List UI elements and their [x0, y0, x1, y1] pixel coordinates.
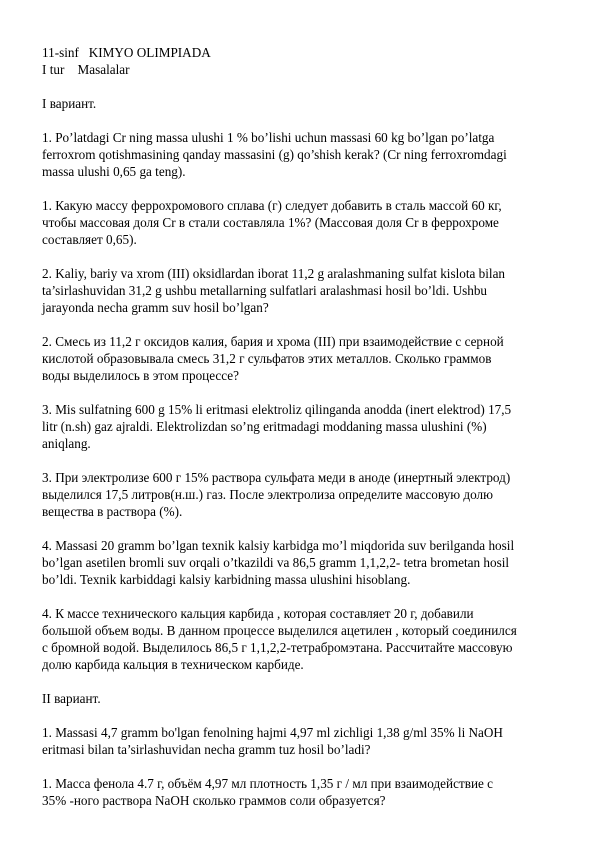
- variant-2-title: II вариант.: [42, 691, 101, 706]
- problem-text-line: 35% -ного раствора NaOH сколько граммов соли образуется?: [42, 793, 386, 808]
- header-subtitle: I tur Masalalar: [42, 62, 130, 77]
- problem-text-line: 4. Massasi 20 gramm bo’lgan texnik kalsiy karbidga mo’l miqdorida suv berilganda hosil: [42, 538, 515, 553]
- problem-block: [42, 775, 566, 809]
- problem-block: [42, 197, 566, 248]
- variant-1-title: I вариант.: [42, 96, 97, 111]
- problem-block: [42, 469, 566, 520]
- problem-text-line: ferroxrom qotishmasining qanday massasini (g) qo’shish kerak? (Cr ning ferroxromdagi: [42, 147, 507, 162]
- problem-text-line: 3. При электролизе 600 г 15% раствора сульфата меди в аноде (инертный электрод): [42, 470, 511, 485]
- problem-text-line: долю карбида кальция в техническом карбиде.: [42, 657, 304, 672]
- problem-text-line: massa ulushi 0,65 ga teng).: [42, 164, 186, 179]
- problem-block: [42, 333, 566, 384]
- problem-block: [42, 605, 566, 673]
- problem-block: [42, 401, 566, 452]
- problem-text-line: litr (n.sh) gaz ajraldi. Elektrolizdan so’ng eritmadagi moddaning massa ulushini (%): [42, 419, 487, 434]
- problem-text-line: 1. Масса фенола 4.7 г, объём 4,97 мл плотность 1,35 г / мл при взаимодействие с: [42, 776, 494, 791]
- problem-text-line: 4. К массе технического кальция карбида , которая составляет 20 г, добавили: [42, 606, 474, 621]
- problem-block: [42, 724, 566, 758]
- variant-1-problems: [42, 129, 566, 673]
- header-title: 11-sinf KIMYO OLIMPIADA: [42, 45, 211, 60]
- problem-text-line: bo’ldi. Texnik karbiddagi kalsiy karbidning massa ulushini hisoblang.: [42, 572, 411, 587]
- spacer: [42, 78, 566, 95]
- problem-text-line: вещества в раствора (%).: [42, 504, 183, 519]
- problem-text-line: составляет 0,65).: [42, 232, 137, 247]
- problem-block: [42, 129, 566, 180]
- document-body: [42, 44, 566, 826]
- problem-text-line: кислотой образовывала смесь 31,2 г сульфатов этих металлов. Сколько граммов: [42, 351, 492, 366]
- problem-block: [42, 265, 566, 316]
- problem-text-line: jarayonda necha gramm suv hosil bo’lgan?: [42, 300, 269, 315]
- problem-text-line: большой объем воды. В данном процессе выделился ацетилен , который соединился: [42, 623, 517, 638]
- problem-block: [42, 537, 566, 588]
- problem-text-line: с бромной водой. Выделилось 86,5 г 1,1,2,2-тетрабромэтана. Рассчитайте массовую: [42, 640, 513, 655]
- problem-text-line: aniqlang.: [42, 436, 91, 451]
- problem-text-line: чтобы массовая доля Cr в стали составляла 1%? (Массовая доля Cr в феррохроме: [42, 215, 499, 230]
- problem-text-line: 1. Massasi 4,7 gramm bo'lgan fenolning hajmi 4,97 ml zichligi 1,38 g/ml 35% li NaOH: [42, 725, 503, 740]
- problem-text-line: 1. Какую массу феррохромового сплава (г) следует добавить в сталь массой 60 кг,: [42, 198, 502, 213]
- problem-text-line: 2. Смесь из 11,2 г оксидов калия, бария и хрома (III) при взаимодействие с серной: [42, 334, 504, 349]
- problem-text-line: выделился 17,5 литров(н.ш.) газ. После электролиза определите массовую долю: [42, 487, 493, 502]
- problem-text-line: 3. Mis sulfatning 600 g 15% li eritmasi elektroliz qilinganda anodda (inert elektrod) 17,5: [42, 402, 512, 417]
- problem-text-line: ta’sirlashuvidan 31,2 g ushbu metallarning sulfatlari aralashmasi hosil bo’ldi. Ushbu: [42, 283, 488, 298]
- problem-text-line: 2. Kaliy, bariy va xrom (III) oksidlardan iborat 11,2 g aralashmaning sulfat kislota bilan: [42, 266, 506, 281]
- problem-text-line: bo’lgan asetilen bromli suv orqali o’tkazildi va 86,5 gramm 1,1,2,2- tetra brometan hosil: [42, 555, 510, 570]
- problem-text-line: воды выделилось в этом процессе?: [42, 368, 239, 383]
- problem-text-line: eritmasi bilan ta’sirlashuvidan necha gramm tuz hosil bo’ladi?: [42, 742, 371, 757]
- problem-text-line: 1. Po’latdagi Cr ning massa ulushi 1 % bo’lishi uchun massasi 60 kg bo’lgan po’latga: [42, 130, 495, 145]
- variant-2-problems: [42, 724, 566, 809]
